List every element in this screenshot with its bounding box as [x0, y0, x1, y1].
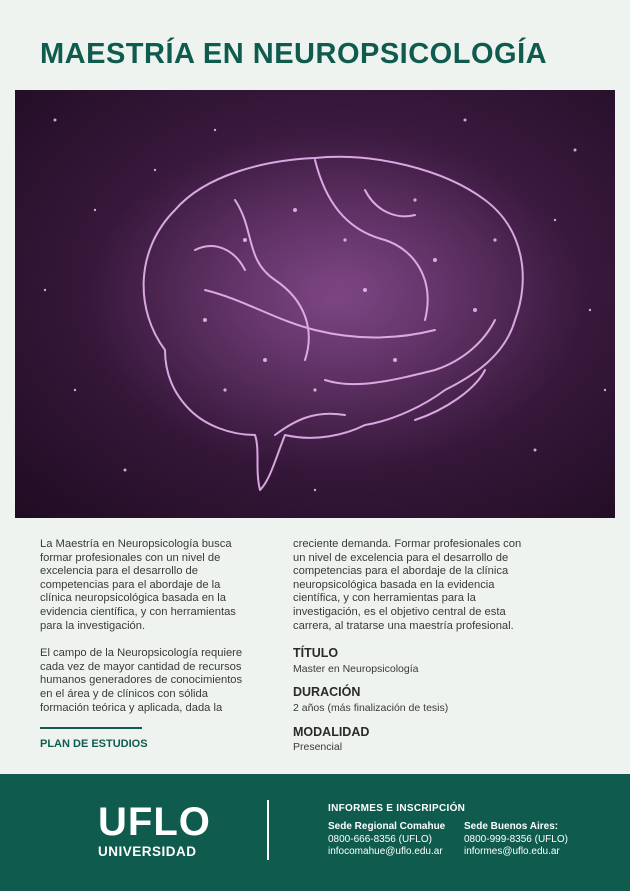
office-name: Sede Buenos Aires: [464, 821, 559, 832]
office-email[interactable]: informes@uflo.edu.ar [464, 846, 560, 857]
duracion-value: 2 años (más finalización de tesis) [293, 701, 449, 714]
titulo-value: Master en Neuropsicología [293, 662, 419, 675]
footer-divider [267, 800, 269, 860]
modalidad-heading: MODALIDAD [293, 724, 370, 739]
intro-paragraph-2: El campo de la Neuropsicología requiere cada vez de mayor cantidad de recursos humanos generadores de conocimientos en el área y de clínicos con sólida formación teórica y aplicada, dada la [40, 647, 243, 714]
page-title: MAESTRÍA EN NEUROPSICOLOGÍA [40, 38, 548, 70]
contact-heading: INFORMES E INSCRIPCIÓN [328, 803, 466, 814]
intro-column-left [40, 538, 250, 729]
office-buenos-aires [464, 821, 568, 859]
office-phone[interactable]: 0800-666-8356 (UFLO) [328, 833, 432, 845]
intro-paragraph-3: creciente demanda. Formar profesionales con un nivel de excelencia para el desarrollo de competencias para el abordaje de la clínica neuropsicológica basada en la evidencia científica, y con herramientas para la investigación, es el objetivo central de esta carrera, al tratarse una maestría profesional. [293, 538, 522, 632]
intro-paragraph-1: La Maestría en Neuropsicología busca formar profesionales con un nivel de excelencia para el desarrollo de competencias para el abordaje de la clínica neuropsicológica basada en la evidencia científica, y con herramientas para la investigación. [40, 538, 236, 632]
logo-wordmark: UFLO [98, 800, 211, 844]
brain-hero-image [15, 90, 615, 518]
office-comahue [328, 821, 445, 859]
logo-subtitle: UNIVERSIDAD [98, 844, 197, 859]
office-phone[interactable]: 0800-999-8356 (UFLO) [464, 833, 568, 845]
office-name: Sede Regional Comahue [328, 821, 446, 832]
intro-column-right [293, 538, 523, 765]
modalidad-value: Presencial [293, 741, 343, 754]
uflo-logo [98, 802, 218, 859]
plan-de-estudios-link[interactable]: PLAN DE ESTUDIOS [40, 738, 148, 750]
office-email[interactable]: infocomahue@uflo.edu.ar [328, 846, 443, 857]
footer [0, 774, 630, 891]
plan-divider [40, 727, 142, 729]
duracion-heading: DURACIÓN [293, 685, 361, 700]
titulo-heading: TÍTULO [293, 646, 339, 661]
